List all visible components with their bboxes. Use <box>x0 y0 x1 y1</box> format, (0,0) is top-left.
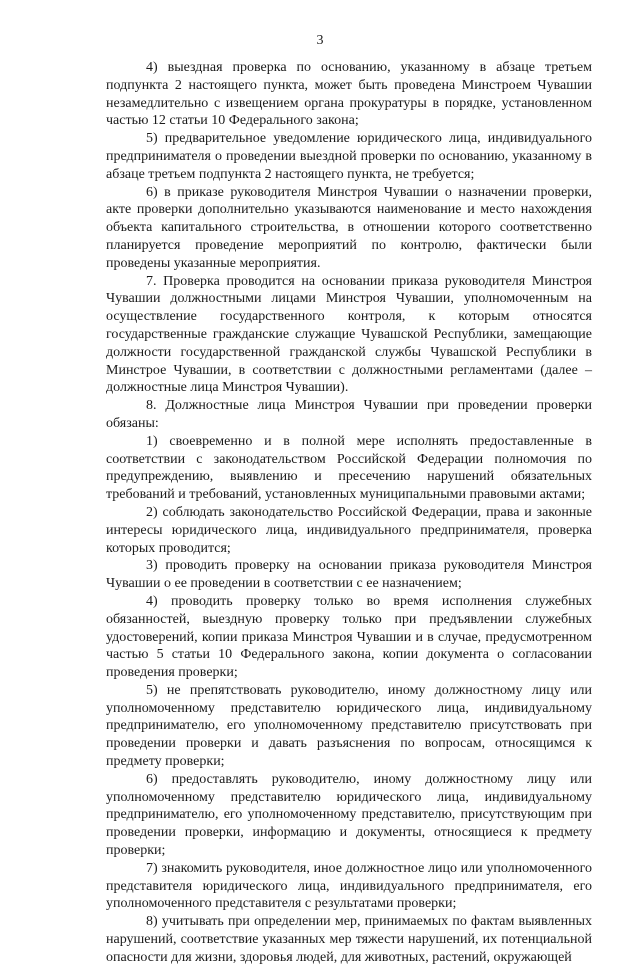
paragraph-obligation-3: 3) проводить проверку на основании приказа руководителя Минстроя Чувашии о ее проведении в соответствии с ее назначением; <box>106 558 592 592</box>
paragraph-item-4-visit-inspection: 4) выездная проверка по основанию, указанному в абзаце третьем подпункта 2 настоящего пункта, может быть проведена Минстроем Чувашии незамедлительно с извещением органа прокуратуры в порядке, установленном частью 12 статьи 10 Федерального закона; <box>106 60 592 129</box>
paragraph-clause-7-inspection-basis: 7. Проверка проводится на основании приказа руководителя Минстроя Чувашии должностными лицами Минстроя Чувашии, уполномоченным на осуществление государственного контроля, к которым относятся государственные гражданские служащие Чувашской Республики, замещающие должности государственной гражданской службы Чувашской Республики в Минстрое Чувашии, в соответствии с должностными регламентами (далее – должностные лица Минстроя Чувашии). <box>106 273 592 396</box>
paragraph-obligation-2: 2) соблюдать законодательство Российской Федерации, права и законные интересы юридического лица, индивидуального предпринимателя, проверка которых проводится; <box>106 504 592 556</box>
document-body <box>106 59 592 967</box>
paragraph-clause-8-obligations-intro: 8. Должностные лица Минстроя Чувашии при проведении проверки обязаны: <box>106 398 592 431</box>
paragraph-obligation-8: 8) учитывать при определении мер, принимаемых по фактам выявленных нарушений, соответствие указанных мер тяжести нарушений, их потенциальной опасности для жизни, здоровья людей, для животных, растений, окружающей <box>106 914 592 965</box>
paragraph-obligation-5: 5) не препятствовать руководителю, иному должностному лицу или уполномоченному представителю юридического лица, индивидуальному предпринимателю, его уполномоченному представителю присутствовать при проведении проверки и давать разъяснения по вопросам, относящимся к предмету проверки; <box>106 682 592 770</box>
paragraph-obligation-6: 6) предоставлять руководителю, иному должностному лицу или уполномоченному представителю юридического лица, индивидуальному предпринимателю, его уполномоченному представителю, присутствующим при проведении проверки, информацию и документы, относящиеся к предмету проверки; <box>106 771 592 859</box>
paragraph-obligation-7: 7) знакомить руководителя, иное должностное лицо или уполномоченного представителя юридического лица, индивидуального предпринимателя, его уполномоченного представителя с результатами проверки; <box>106 860 592 912</box>
paragraph-obligation-1: 1) своевременно и в полной мере исполнять предоставленные в соответствии с законодательством Российской Федерации полномочия по предупреждению, выявлению и пресечению нарушений обязательных требований и требований, установленных муниципальными правовыми актами; <box>106 433 592 503</box>
paragraph-item-5-notice-not-required: 5) предварительное уведомление юридического лица, индивидуального предпринимателя о проведении выездной проверки по основанию, указанному в абзаце третьем подпункта 2 настоящего пункта, не требуется; <box>106 131 592 182</box>
paragraph-obligation-4: 4) проводить проверку только во время исполнения служебных обязанностей, выездную проверку только при предъявлении служебных удостоверений, копии приказа Минстроя Чувашии и в случае, предусмотренном частью 5 статьи 10 Федерального закона, копии документа о согласовании проведения проверки; <box>106 593 592 681</box>
page-number: 3 <box>316 33 324 48</box>
paragraph-item-6-order-contents: 6) в приказе руководителя Минстроя Чувашии о назначении проверки, акте проверки дополнительно указываются наименование и место нахождения объекта капитального строительства, в отношении которого соответственно планируется проведение мероприятий по контролю, фактически были проведены указанные мероприятия. <box>106 184 592 271</box>
